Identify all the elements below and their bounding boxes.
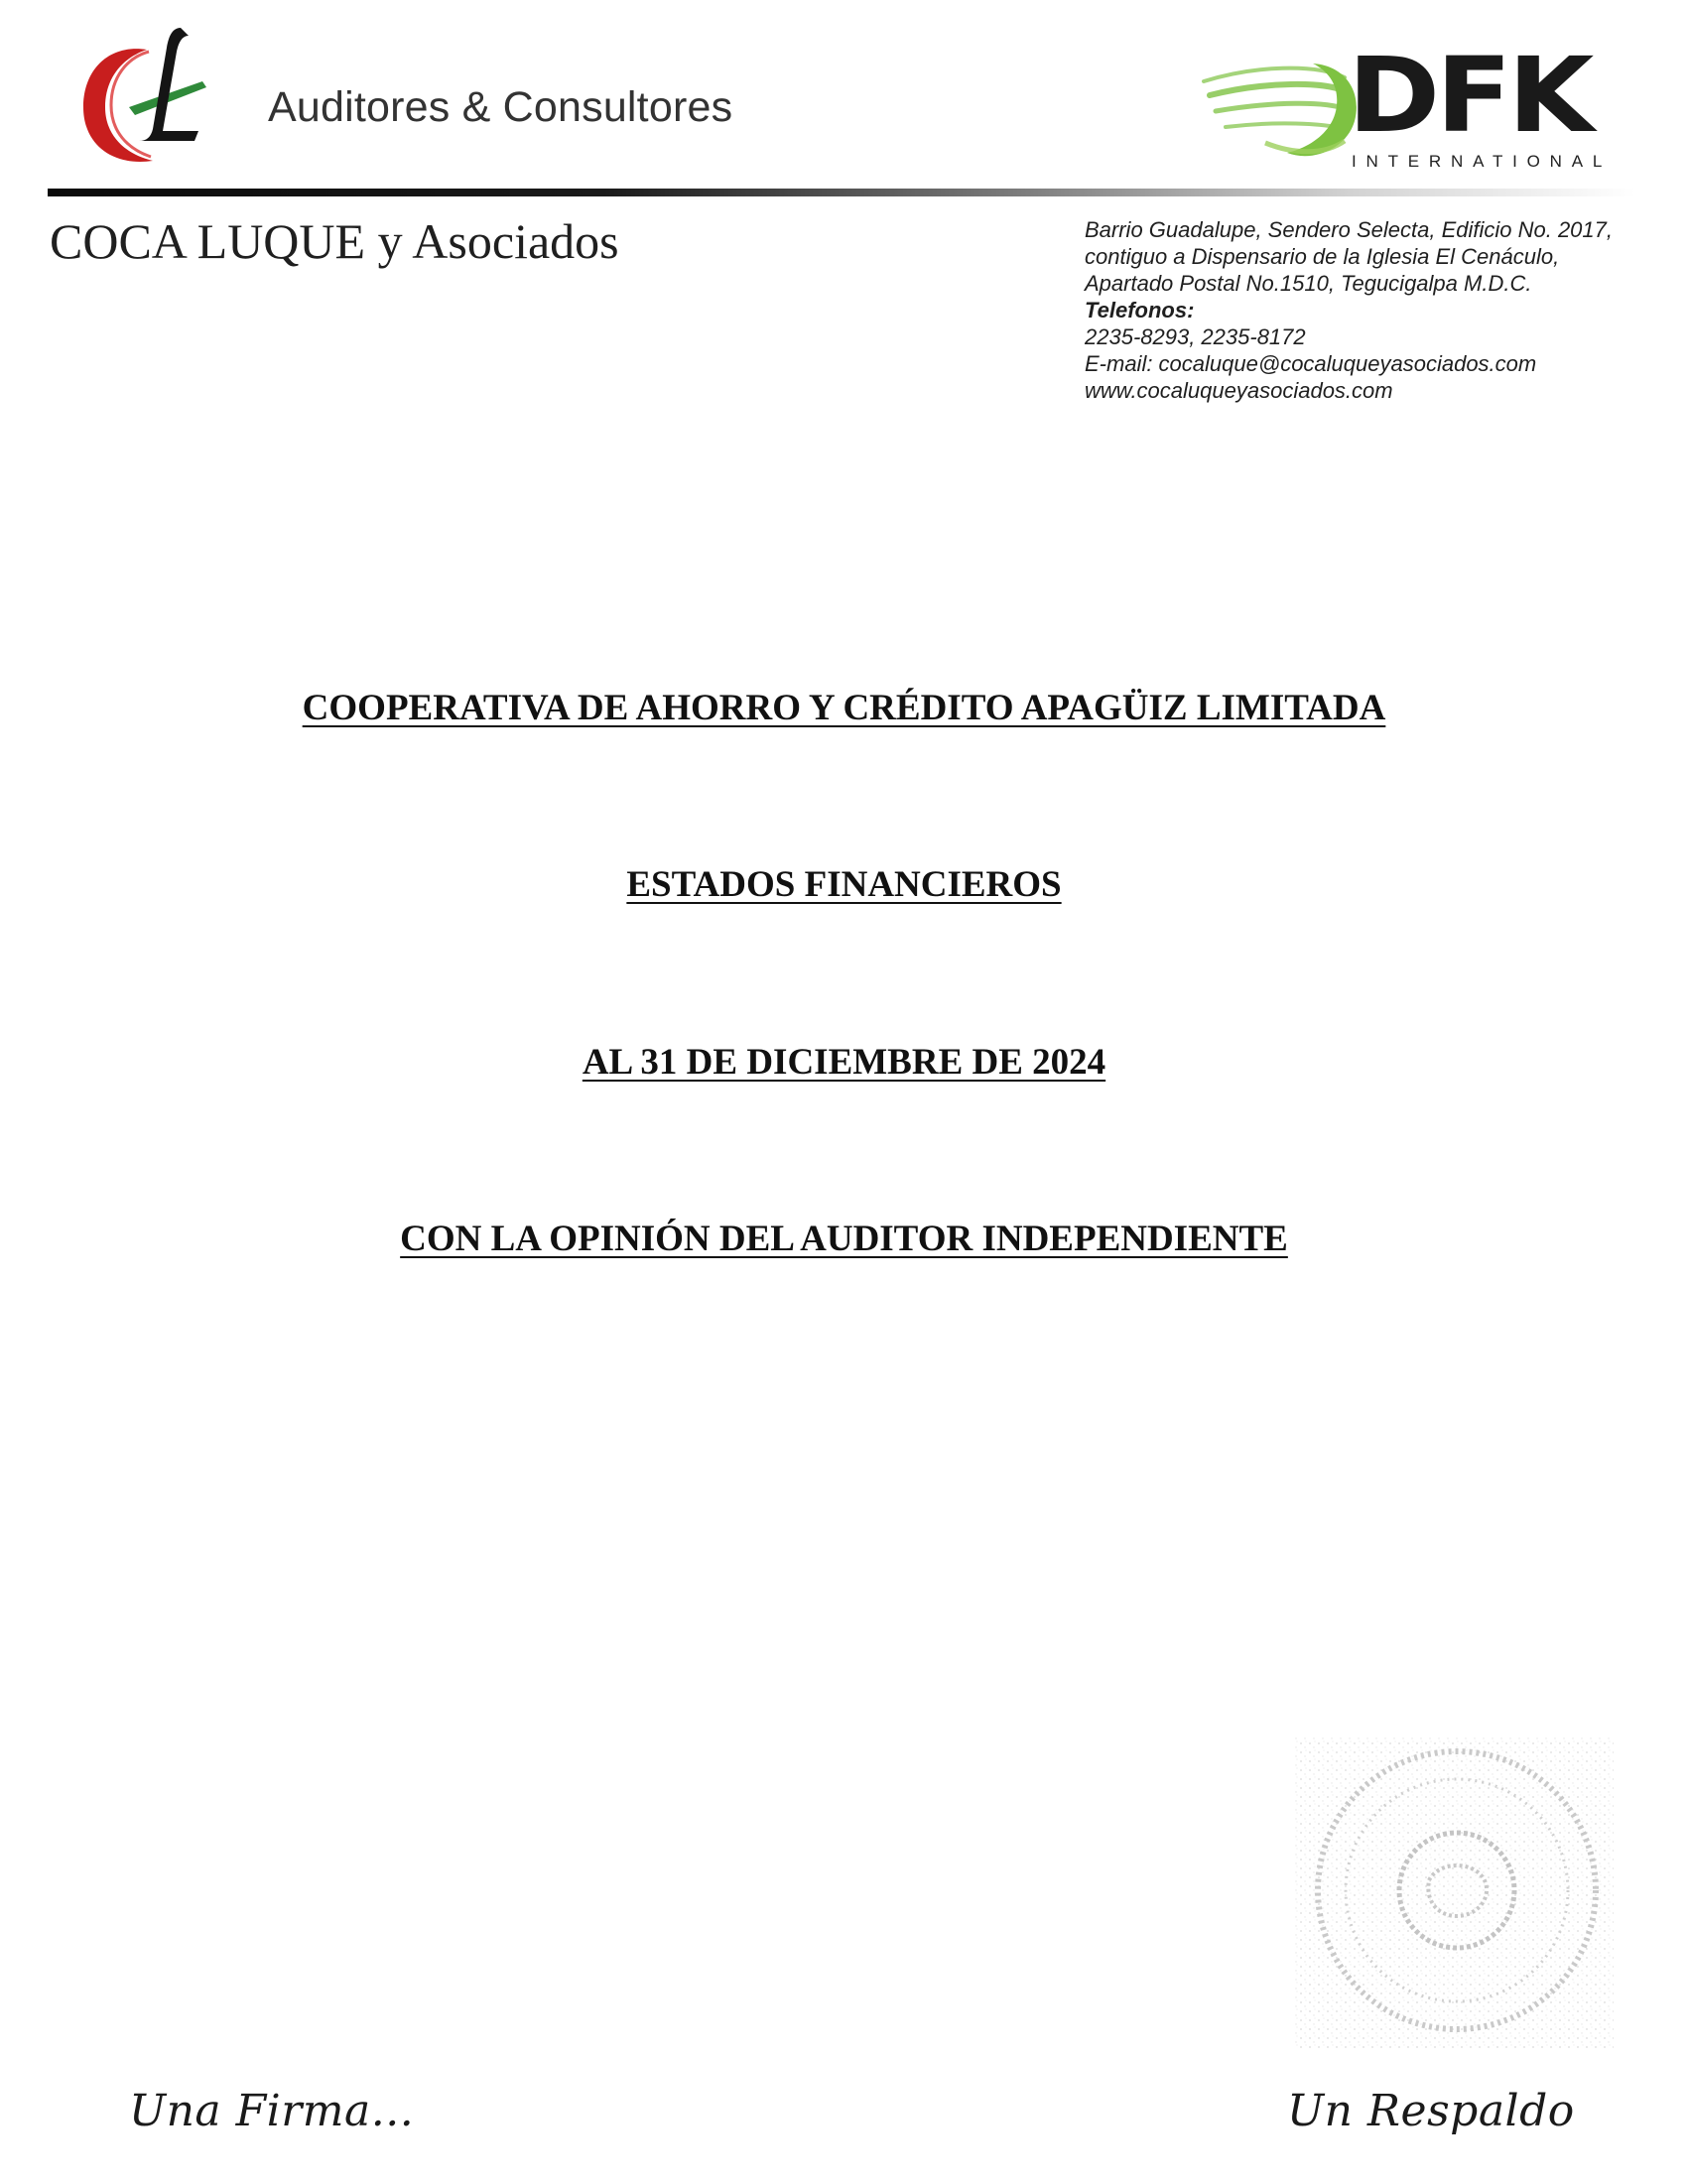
header-divider: [48, 189, 1635, 196]
embossed-seal-icon: [1290, 1732, 1618, 2054]
dfk-subtitle: INTERNATIONAL: [1352, 152, 1613, 171]
period-title: AL 31 DE DICIEMBRE DE 2024: [582, 1042, 1106, 1083]
cl-monogram-logo-icon: [69, 22, 218, 171]
phones-label: Telefonos:: [1085, 298, 1195, 322]
firm-tagline: Auditores & Consultores: [268, 83, 733, 131]
email: E-mail: cocaluque@cocaluqueyasociados.com: [1085, 351, 1537, 376]
address-line: Apartado Postal No.1510, Tegucigalpa M.D.C.: [1085, 271, 1532, 296]
document-title: ESTADOS FINANCIEROS: [626, 864, 1062, 905]
address-line: Barrio Guadalupe, Sendero Selecta, Edificio No. 2017,: [1085, 217, 1613, 242]
dfk-wordmark: DFK: [1348, 35, 1591, 156]
motto-left: Una Firma...: [129, 2086, 415, 2136]
phones: 2235-8293, 2235-8172: [1085, 324, 1306, 349]
firm-name: COCA LUQUE y Asociados: [50, 213, 619, 269]
entity-title: COOPERATIVA DE AHORRO Y CRÉDITO APAGÜIZ LIMITADA: [302, 688, 1386, 728]
motto-right: Un Respaldo: [1287, 2086, 1575, 2136]
opinion-title: CON LA OPINIÓN DEL AUDITOR INDEPENDIENTE: [400, 1219, 1288, 1259]
contact-block: [1085, 216, 1640, 404]
address-line: contiguo a Dispensario de la Iglesia El Cenáculo,: [1085, 244, 1560, 269]
website: www.cocaluqueyasociados.com: [1085, 378, 1393, 403]
